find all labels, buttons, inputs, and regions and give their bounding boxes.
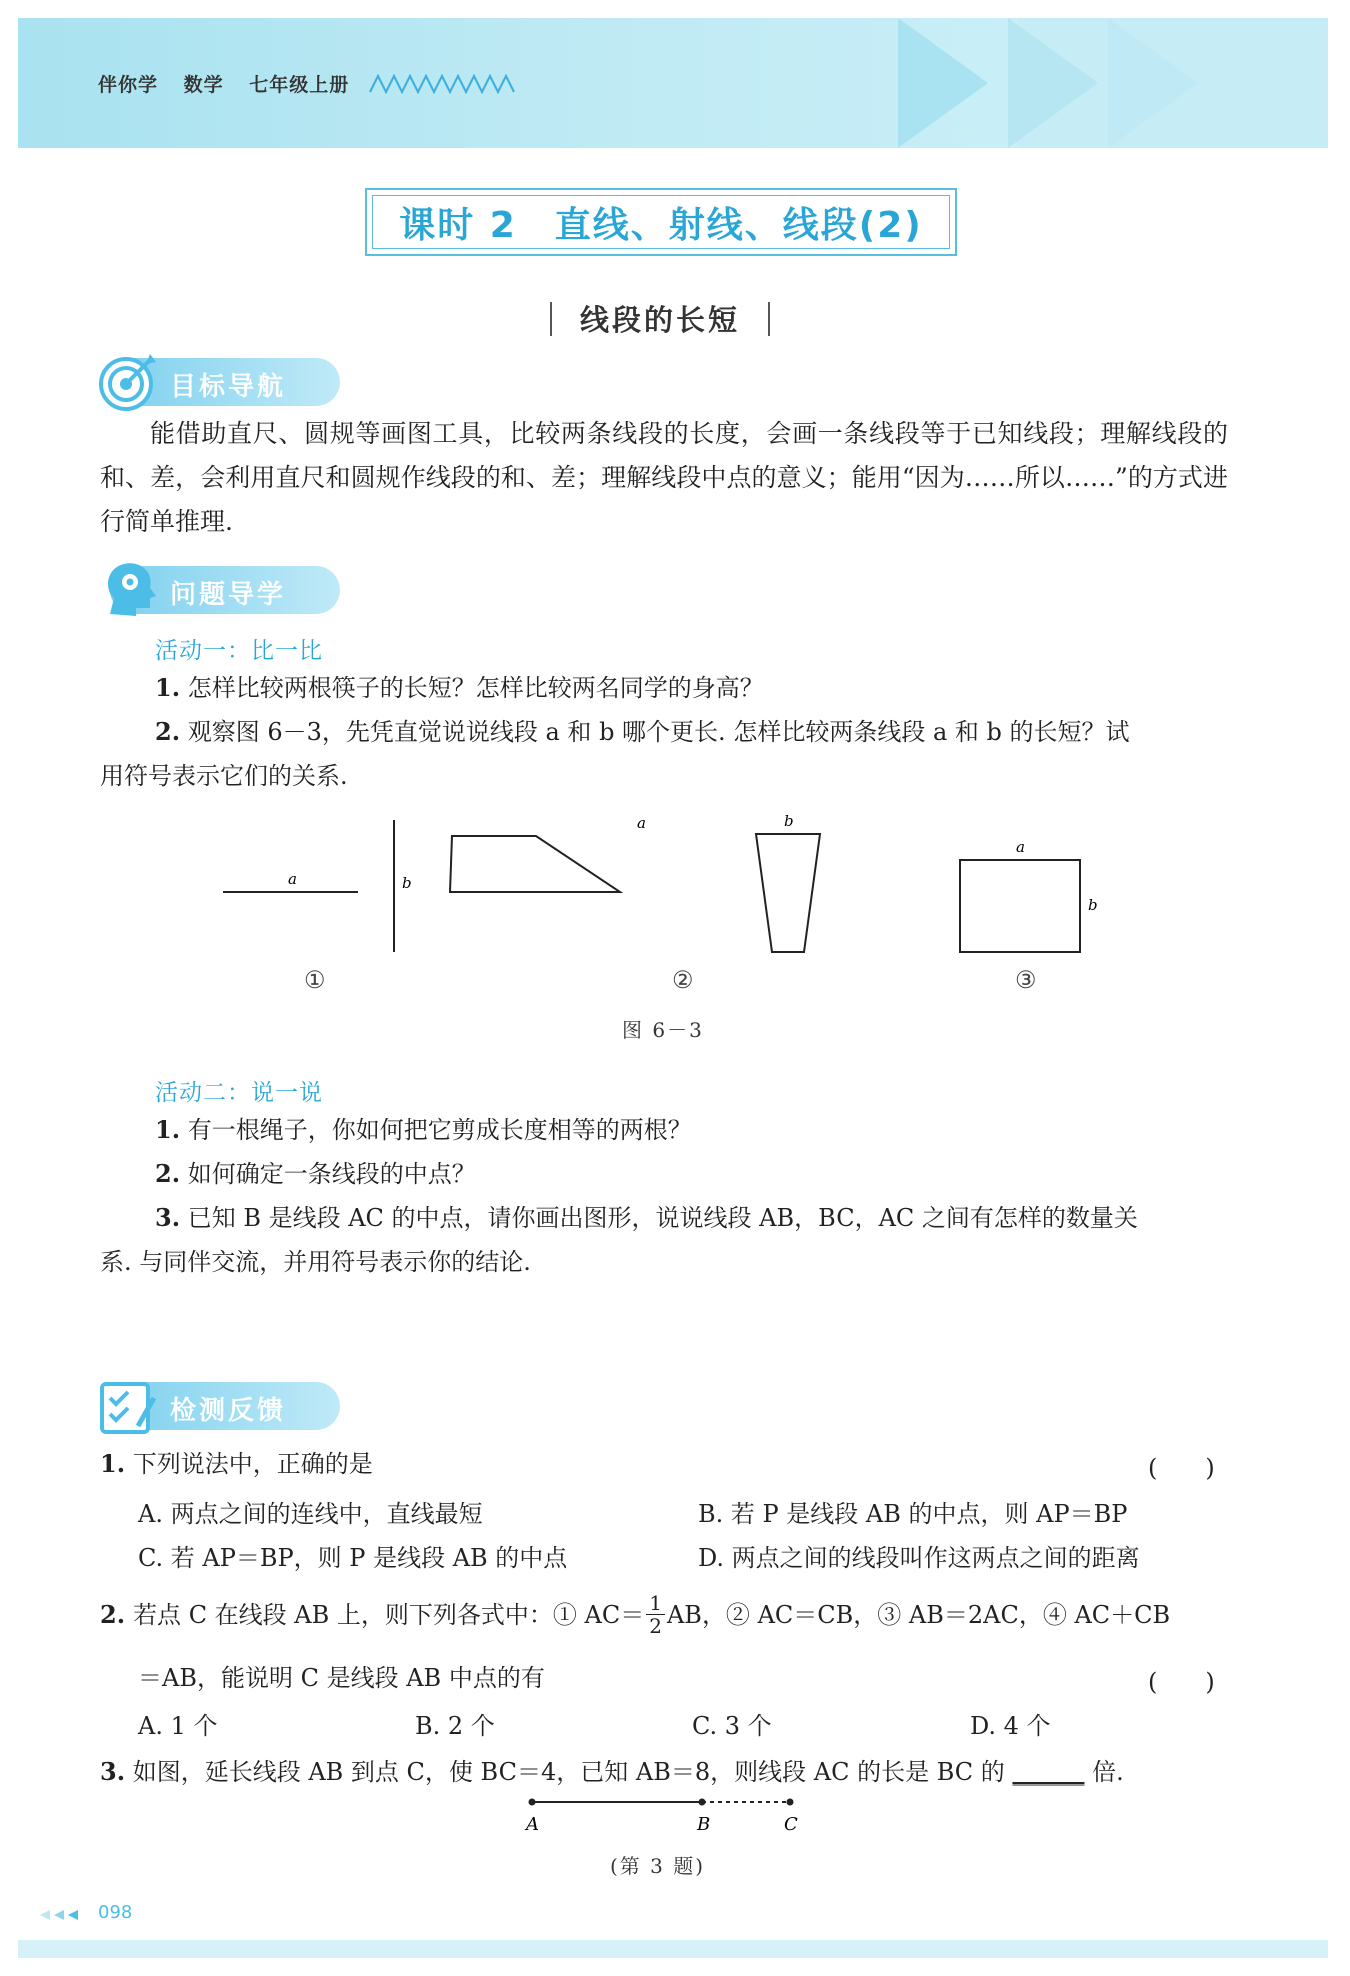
subtitle-text: 线段的长短: [579, 303, 740, 337]
figure-number-1: ①: [304, 966, 326, 994]
check-badge-label: 检测反馈: [170, 1396, 287, 1426]
problem3-stem: [100, 1750, 1124, 1794]
problem-text: 若点 C 在线段 AB 上，则下列各式中：① AC＝: [133, 1600, 645, 1629]
problem-number: 3.: [100, 1757, 126, 1786]
fraction: [646, 1592, 665, 1637]
label-a: a: [288, 870, 297, 888]
problem3-figure: [520, 1790, 810, 1840]
option-a: A. 1 个: [138, 1712, 218, 1740]
label-b: b: [402, 874, 412, 892]
option-c: C. 若 AP＝BP，则 P 是线段 AB 的中点: [138, 1544, 568, 1572]
chevron-decoration: [1108, 18, 1198, 148]
lesson-title-box: [365, 188, 957, 256]
option-b: B. 若 P 是线段 AB 的中点，则 AP＝BP: [698, 1500, 1128, 1528]
activity1-question2: [155, 710, 1130, 754]
label-point-c: C: [784, 1814, 798, 1835]
problem-text: 倍.: [1092, 1758, 1124, 1786]
option-c: C. 3 个: [692, 1712, 772, 1740]
answer-paren: ( ): [1148, 1454, 1215, 1482]
problem-text: AB，② AC＝CB，③ AB＝2AC，④ AC＋CB: [666, 1600, 1171, 1629]
question-number: 1.: [155, 1115, 181, 1144]
header-text: [98, 70, 367, 97]
problem2-stem: [100, 1592, 1170, 1637]
activity2-title: 活动二：说一说: [155, 1080, 323, 1106]
point-a: [529, 1799, 536, 1806]
problem-text: 下列说法中，正确的是: [132, 1450, 373, 1478]
goals-badge-label: 目标导航: [170, 372, 287, 402]
activity2-question3: [155, 1196, 1138, 1240]
triangle-decoration: [368, 72, 518, 94]
activity2-question1: [155, 1108, 692, 1152]
trapezoid: [450, 836, 620, 892]
question-number: 2.: [155, 1159, 181, 1188]
answer-blank[interactable]: ______: [1012, 1758, 1085, 1786]
question-number: 1.: [155, 673, 181, 702]
subject-name: 数学: [183, 74, 224, 96]
problem2-stem-cont: ＝AB，能说明 C 是线段 AB 中点的有: [138, 1664, 545, 1692]
activity1-question2-cont: 用符号表示它们的关系.: [100, 762, 348, 790]
label-point-a: A: [526, 1814, 539, 1835]
label-a: a: [1016, 838, 1025, 856]
chevron-decoration: [1008, 18, 1098, 148]
book-name: 伴你学: [98, 74, 159, 96]
question-text: 观察图 6－3，先凭直觉说说线段 a 和 b 哪个更长. 怎样比较两条线段 a 和 b 的长短？试: [187, 718, 1130, 746]
question-number: 2.: [155, 717, 181, 746]
option-d: D. 两点之间的线段叫作这两点之间的距离: [698, 1544, 1140, 1572]
problem-text: 如图，延长线段 AB 到点 C，使 BC＝4，已知 AB＝8，则线段 AC 的长是 BC 的: [132, 1758, 1005, 1786]
answer-paren: ( ): [1148, 1668, 1215, 1696]
problem-number: 2.: [100, 1599, 126, 1629]
page-number: 098: [98, 1902, 133, 1923]
goals-text: 能借助直尺、圆规等画图工具，比较两条线段的长度，会画一条线段等于已知线段；理解线段的和、差，会利用直尺和圆规作线段的和、差；理解线段中点的意义；能用“因为……所以……”的方式进行简单推理.: [100, 419, 1228, 536]
problem-number: 1.: [100, 1449, 126, 1478]
activity1-question1: [155, 666, 764, 710]
option-d: D. 4 个: [970, 1712, 1051, 1740]
fraction-denominator: 2: [649, 1614, 662, 1638]
grade-name: 七年级上册: [249, 74, 350, 96]
point-b: [699, 1799, 706, 1806]
question-number: 3.: [155, 1203, 181, 1232]
head-gear-icon: [100, 558, 160, 620]
option-b: B. 2 个: [415, 1712, 495, 1740]
activity2-question2: [155, 1152, 476, 1196]
inverted-trapezoid: [756, 834, 820, 952]
arrow-decoration-icon: [40, 1908, 100, 1922]
lesson-title: 课时 2 直线、射线、线段(2): [372, 195, 950, 249]
target-icon: [98, 352, 160, 414]
label-b: b: [784, 812, 794, 830]
figure-6-3: [200, 808, 1120, 958]
point-c: [787, 1799, 794, 1806]
guided-badge-label: 问题导学: [170, 580, 287, 610]
checklist-icon: [98, 1378, 158, 1438]
figure-number-3: ③: [1015, 966, 1037, 994]
activity2-question3-cont: 系. 与同伴交流，并用符号表示你的结论.: [100, 1248, 531, 1276]
label-b: b: [1088, 896, 1098, 914]
question-text: 已知 B 是线段 AC 的中点，请你画出图形，说说线段 AB，BC，AC 之间有怎样的数量关: [187, 1204, 1138, 1232]
fraction-numerator: 1: [646, 1592, 665, 1615]
problem3-caption: (第 3 题): [610, 1854, 706, 1878]
figure-number-2: ②: [672, 966, 694, 994]
question-text: 怎样比较两根筷子的长短？怎样比较两名同学的身高？: [187, 674, 764, 702]
activity1-title: 活动一：比一比: [155, 638, 323, 664]
figure-caption: 图 6－3: [622, 1018, 704, 1042]
footer-band: [18, 1940, 1328, 1958]
chevron-decoration: [898, 18, 988, 148]
question-text: 有一根绳子，你如何把它剪成长度相等的两根？: [187, 1116, 692, 1144]
label-point-b: B: [697, 1814, 711, 1835]
rectangle: [960, 860, 1080, 952]
problem1-stem: [100, 1442, 373, 1486]
question-text: 如何确定一条线段的中点？: [187, 1160, 476, 1188]
label-a: a: [637, 814, 646, 832]
section-subtitle: [540, 298, 780, 339]
option-a: A. 两点之间的连线中，直线最短: [138, 1500, 483, 1528]
